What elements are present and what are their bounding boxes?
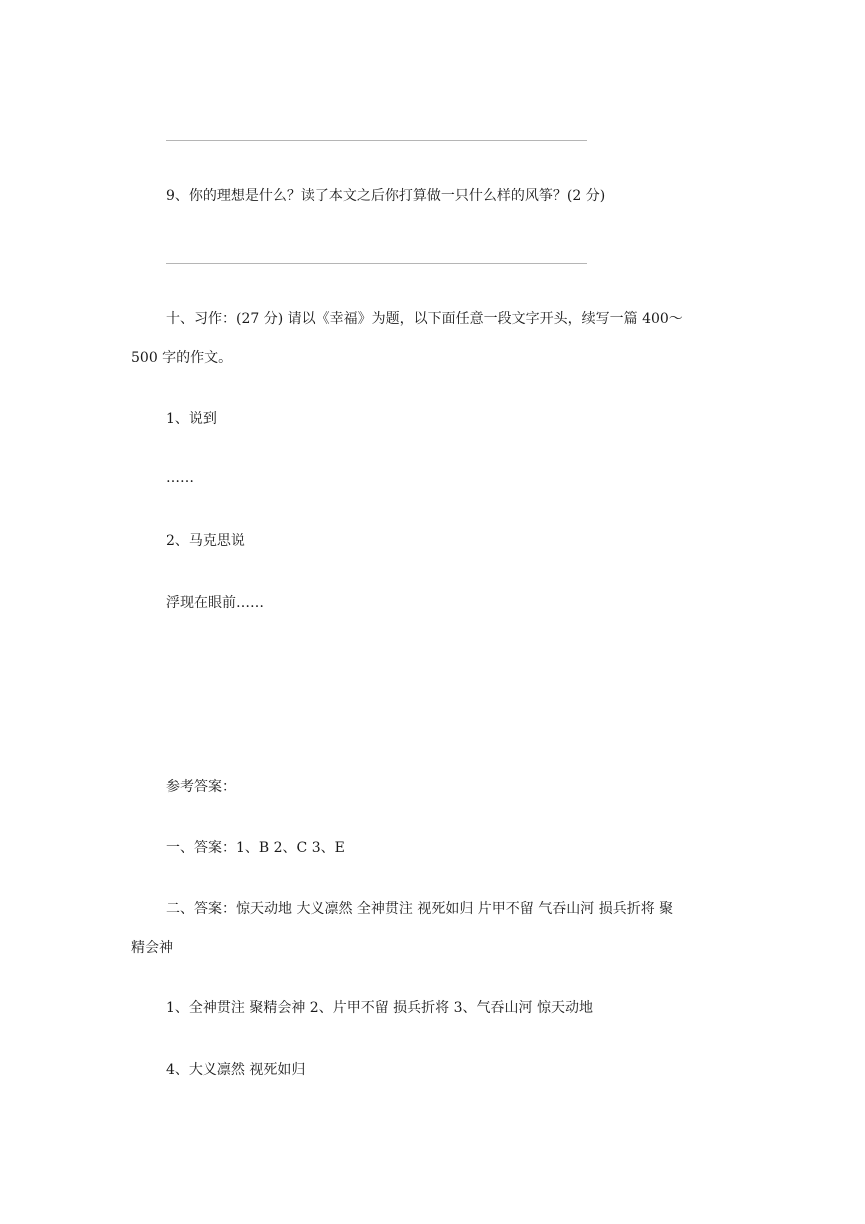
answer-section-2-sub2: 4、大义凛然 视死如归	[166, 1062, 306, 1078]
answer-section-2-line1: 二、答案：惊天动地 大义凛然 全神贯注 视死如归 片甲不留 气吞山河 损兵折将 聚	[166, 901, 674, 917]
answers-title: 参考答案：	[166, 779, 236, 795]
writing-option-1-ellipsis: ……	[166, 470, 194, 486]
answer-section-1: 一、答案：1、B 2、C 3、E	[166, 840, 345, 856]
answer-section-2-sub1: 1、全神贯注 聚精会神 2、片甲不留 损兵折将 3、气吞山河 惊天动地	[166, 1000, 593, 1016]
answer-blank-line-8	[166, 140, 587, 141]
answer-section-2-line2: 精会神	[131, 940, 173, 956]
writing-option-2-text: 浮现在眼前……	[166, 595, 264, 611]
writing-option-2: 2、马克思说	[166, 533, 245, 549]
answer-blank-line-9	[166, 263, 587, 264]
question-9: 9、你的理想是什么？读了本文之后你打算做一只什么样的风筝？(2 分)	[166, 188, 606, 204]
writing-heading-line2: 500 字的作文。	[131, 350, 233, 366]
writing-option-1: 1、说到	[166, 411, 217, 427]
writing-heading-line1: 十、习作：(27 分) 请以《幸福》为题，以下面任意一段文字开头，续写一篇 400～	[166, 311, 683, 327]
